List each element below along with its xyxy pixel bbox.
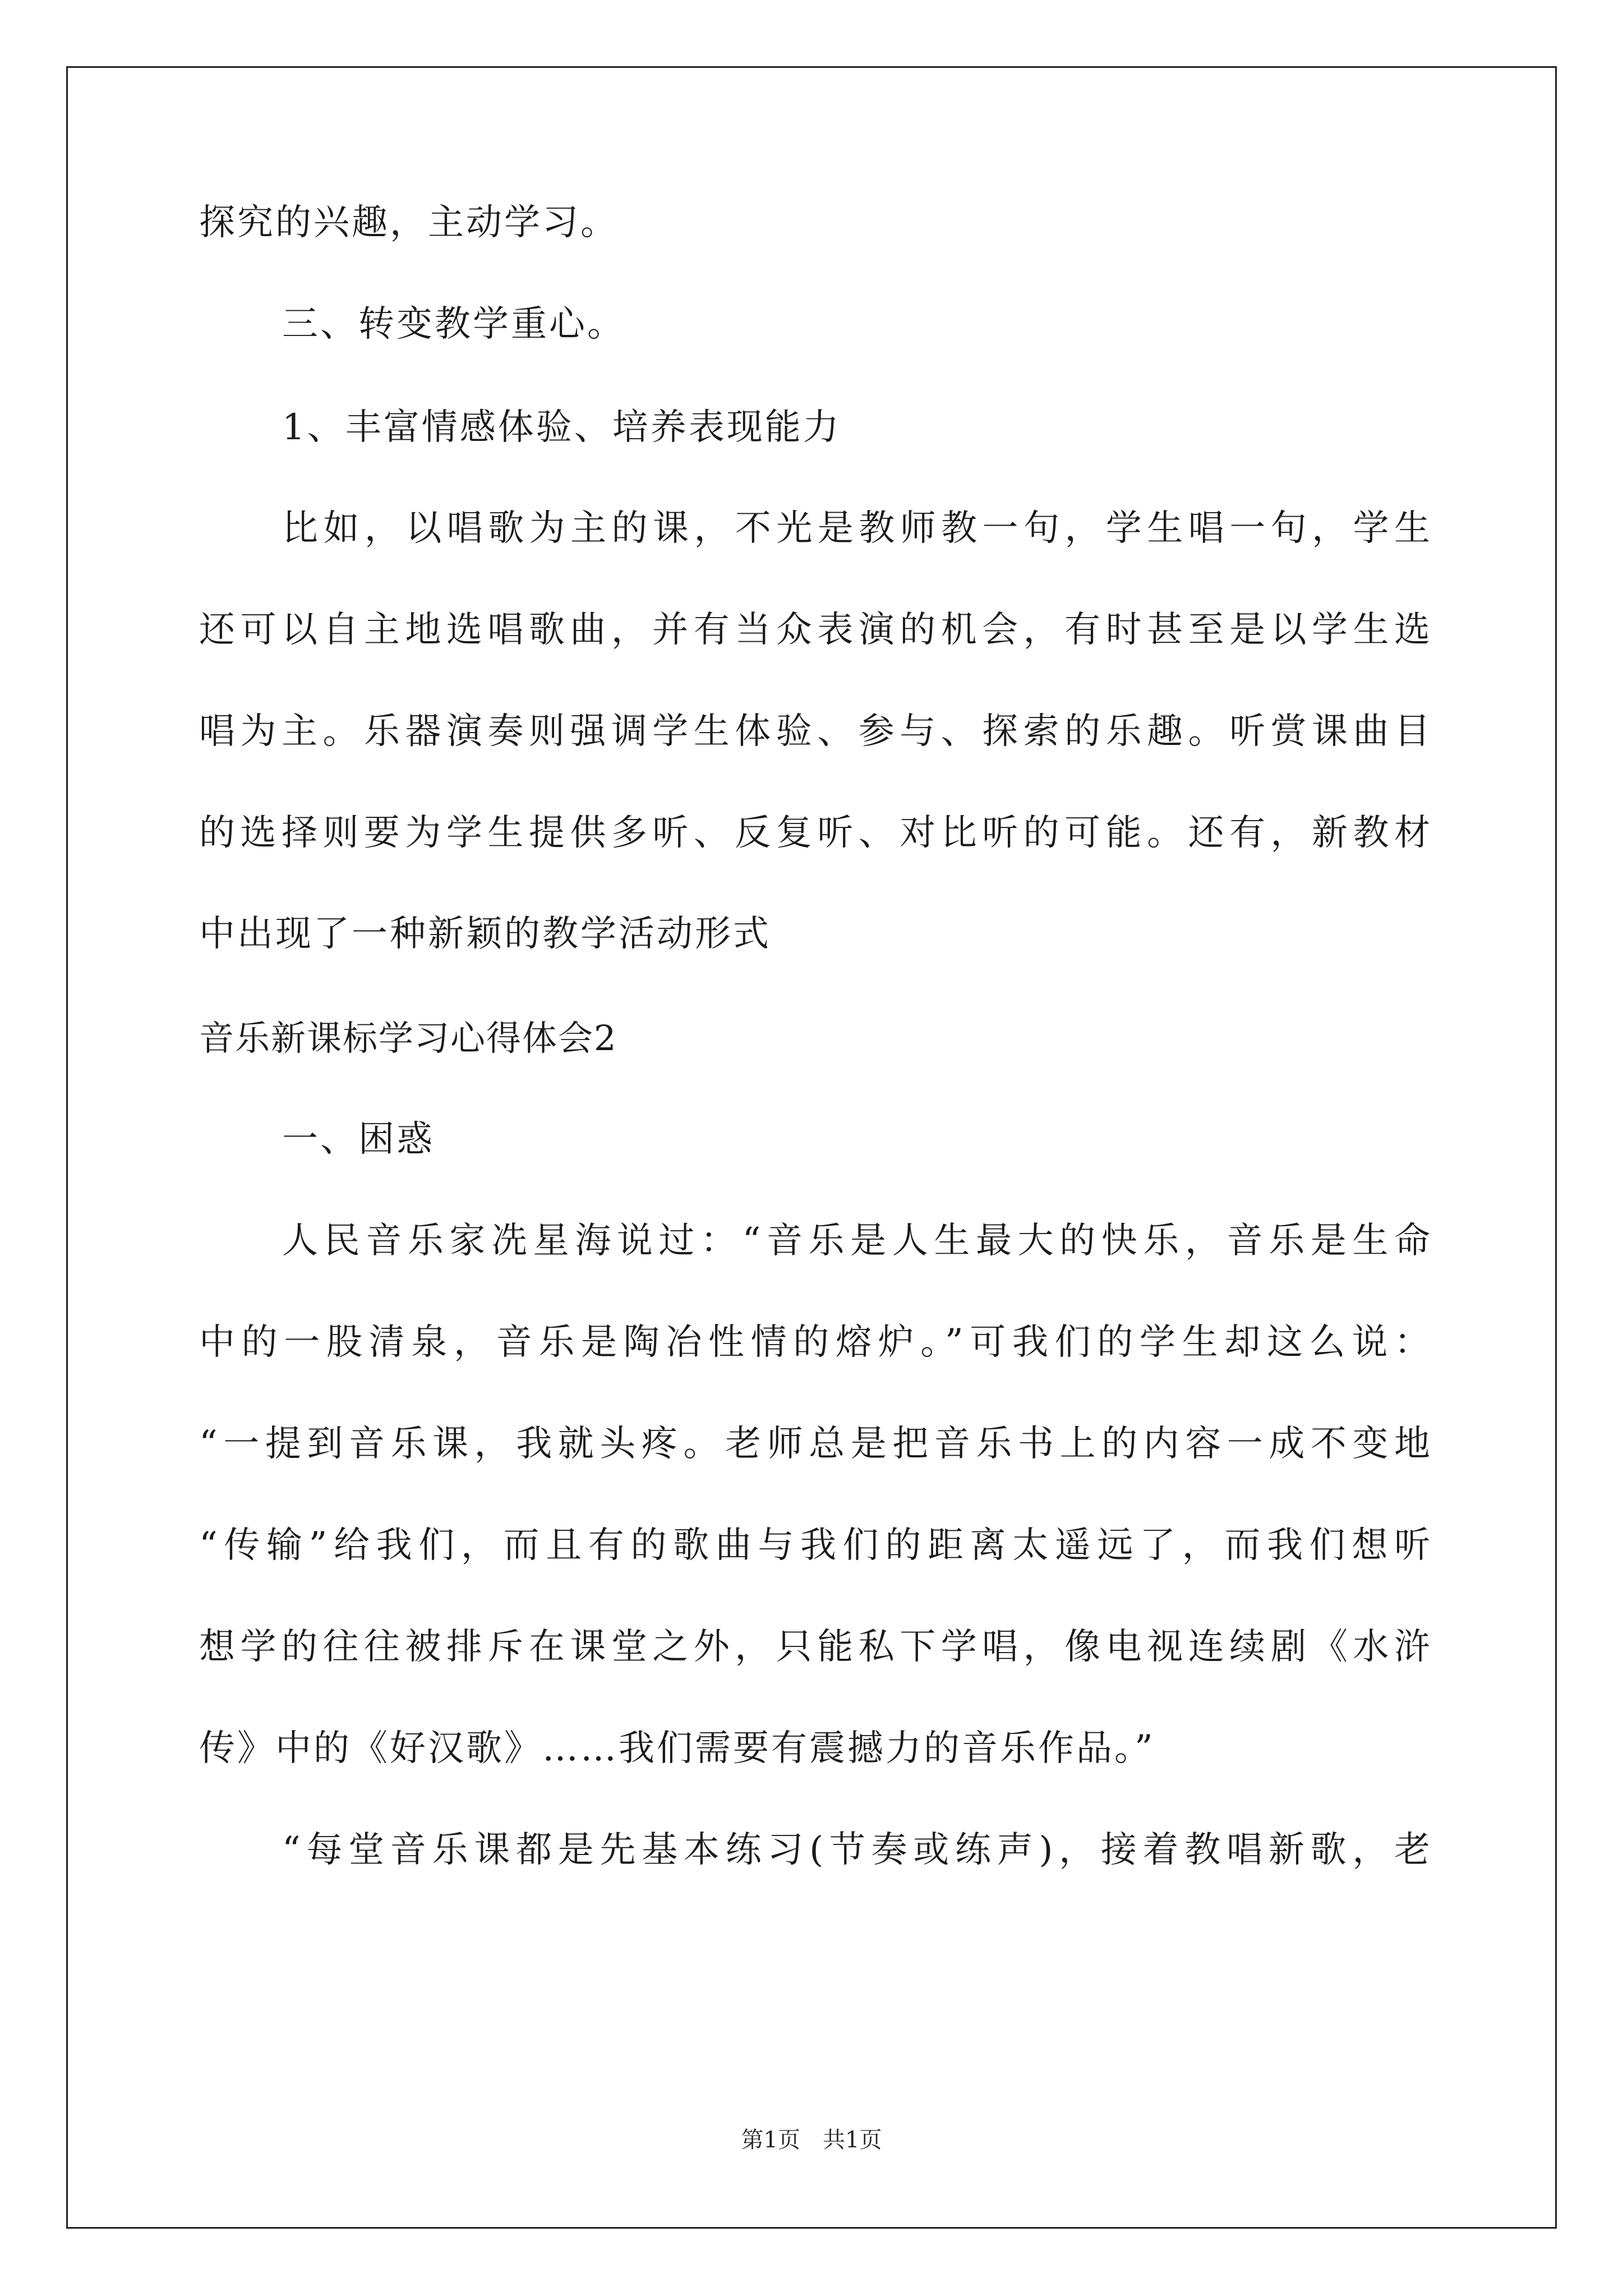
section-heading: 三、转变教学重心。: [282, 303, 625, 345]
section-heading: 一、困惑: [282, 1119, 435, 1160]
text-line: 的选择则要为学生提供多听、反复听、对比听的可能。还有，新教材: [199, 812, 1430, 854]
text-line: 探究的兴趣，主动学习。: [199, 202, 619, 243]
text-line: 中出现了一种新颖的教学活动形式: [199, 913, 771, 955]
text-line: “一提到音乐课，我就头疼。老师总是把音乐书上的内容一成不变地: [199, 1423, 1430, 1465]
subsection-heading: 1、丰富情感体验、培养表现能力: [282, 407, 841, 448]
text-line: 人民音乐家冼星海说过：“音乐是人生最大的快乐，音乐是生命: [282, 1220, 1430, 1262]
text-line: 想学的往往被排斥在课堂之外，只能私下学唱，像电视连续剧《水浒: [199, 1626, 1430, 1668]
text-line: “传输”给我们，而且有的歌曲与我们的距离太遥远了，而我们想听: [199, 1525, 1430, 1566]
text-line: 唱为主。乐器演奏则强调学生体验、参与、探索的乐趣。听赏课曲目: [199, 711, 1430, 752]
article-title: 音乐新课标学习心得体会2: [199, 1018, 617, 1059]
text-line: 传》中的《好汉歌》……我们需要有震撼力的音乐作品。”: [199, 1728, 1155, 1769]
text-line: 还可以自主地选唱歌曲，并有当众表演的机会，有时甚至是以学生选: [199, 609, 1430, 651]
text-line: 中的一股清泉，音乐是陶冶性情的熔炉。”可我们的学生却这么说：: [199, 1322, 1430, 1363]
text-line: “每堂音乐课都是先基本练习(节奏或练声)，接着教唱新歌，老: [282, 1829, 1430, 1871]
page-footer: 第1页 共1页: [741, 2127, 882, 2153]
text-line: 比如，以唱歌为主的课，不光是教师教一句，学生唱一句，学生: [282, 508, 1430, 549]
